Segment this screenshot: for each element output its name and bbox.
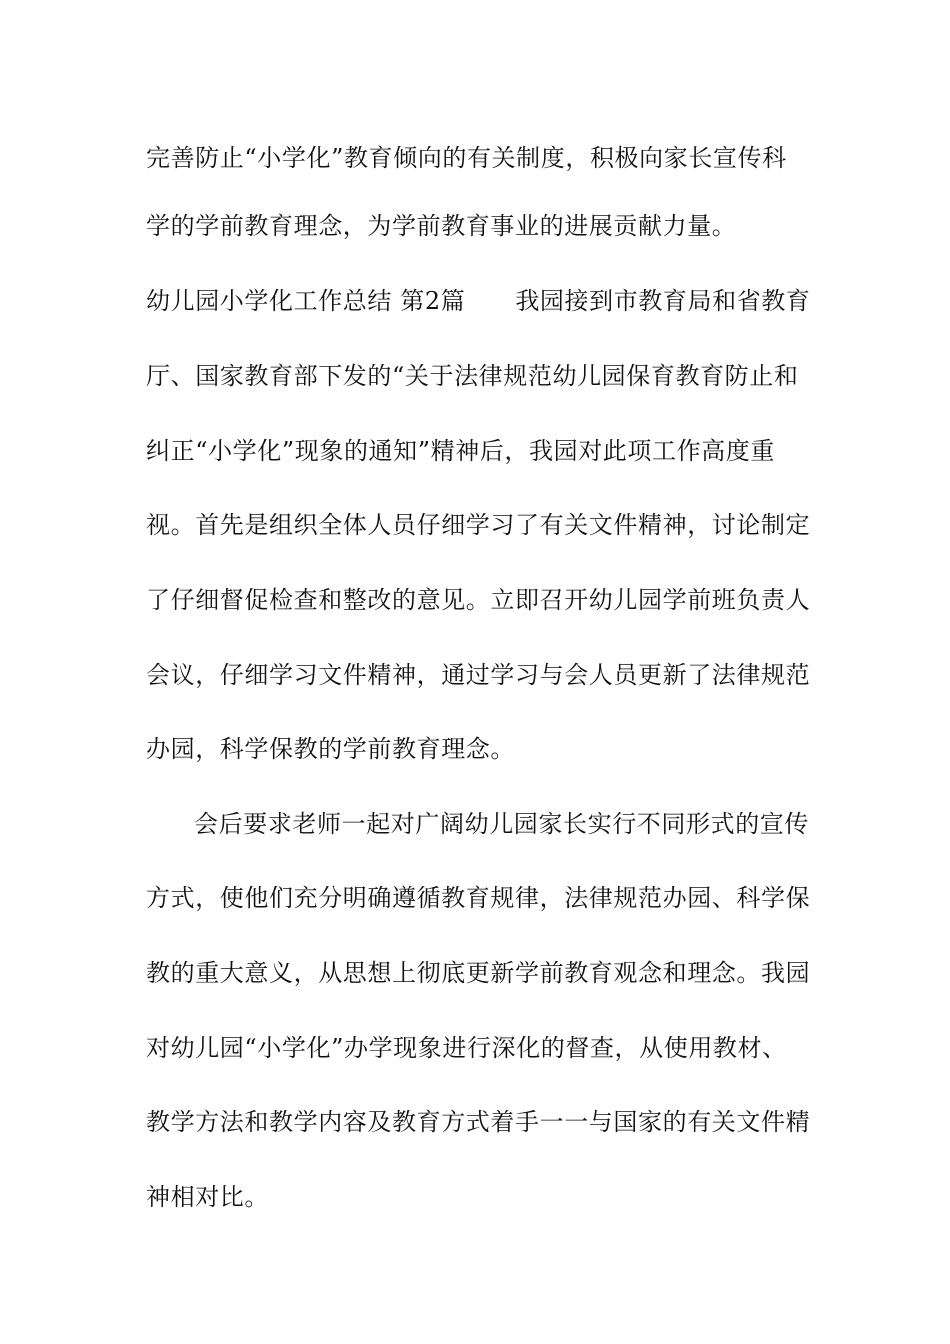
text-line-13: 对幼儿园“小学化”办学现象进行深化的督查，从使用教材、 — [146, 1034, 787, 1062]
text-line-12: 教的重大意义，从思想上彻底更新学前教育观念和理念。我园 — [146, 959, 811, 987]
text-line-15: 神相对比。 — [146, 1183, 269, 1211]
text-line-9: 办园，科学保教的学前教育理念。 — [146, 735, 515, 763]
text-line-8: 会议，仔细学习文件精神，通过学习与会人员更新了法律规范 — [146, 661, 811, 689]
text-line-1: 完善防止“小学化”教育倾向的有关制度，积极向家长宣传科 — [146, 144, 787, 172]
text-line-2: 学的学前教育理念，为学前教育事业的进展贡献力量。 — [146, 212, 737, 240]
text-line-6: 视。首先是组织全体人员仔细学习了有关文件精神，讨论制定 — [146, 511, 811, 539]
text-line-7: 了仔细督促检查和整改的意见。立即召开幼儿园学前班负责人 — [146, 586, 811, 614]
text-line-5: 纠正“小学化”现象的通知”精神后，我园对此项工作高度重 — [146, 437, 776, 465]
heading-continuation: 我园接到市教育局和省教育 — [515, 287, 811, 315]
text-line-14: 教学方法和教学内容及教育方式着手一一与国家的有关文件精 — [146, 1108, 811, 1136]
text-line-4: 厅、国家教育部下发的“关于法律规范幼儿园保育教育防止和 — [146, 362, 799, 390]
text-line-10: 会后要求老师一起对广阔幼儿园家长实行不同形式的宣传 — [194, 810, 809, 838]
text-line-11: 方式，使他们充分明确遵循教育规律，法律规范办园、科学保 — [146, 884, 811, 912]
section-heading: 幼儿园小学化工作总结 第2篇 — [146, 287, 466, 315]
section-heading-line — [146, 286, 811, 316]
